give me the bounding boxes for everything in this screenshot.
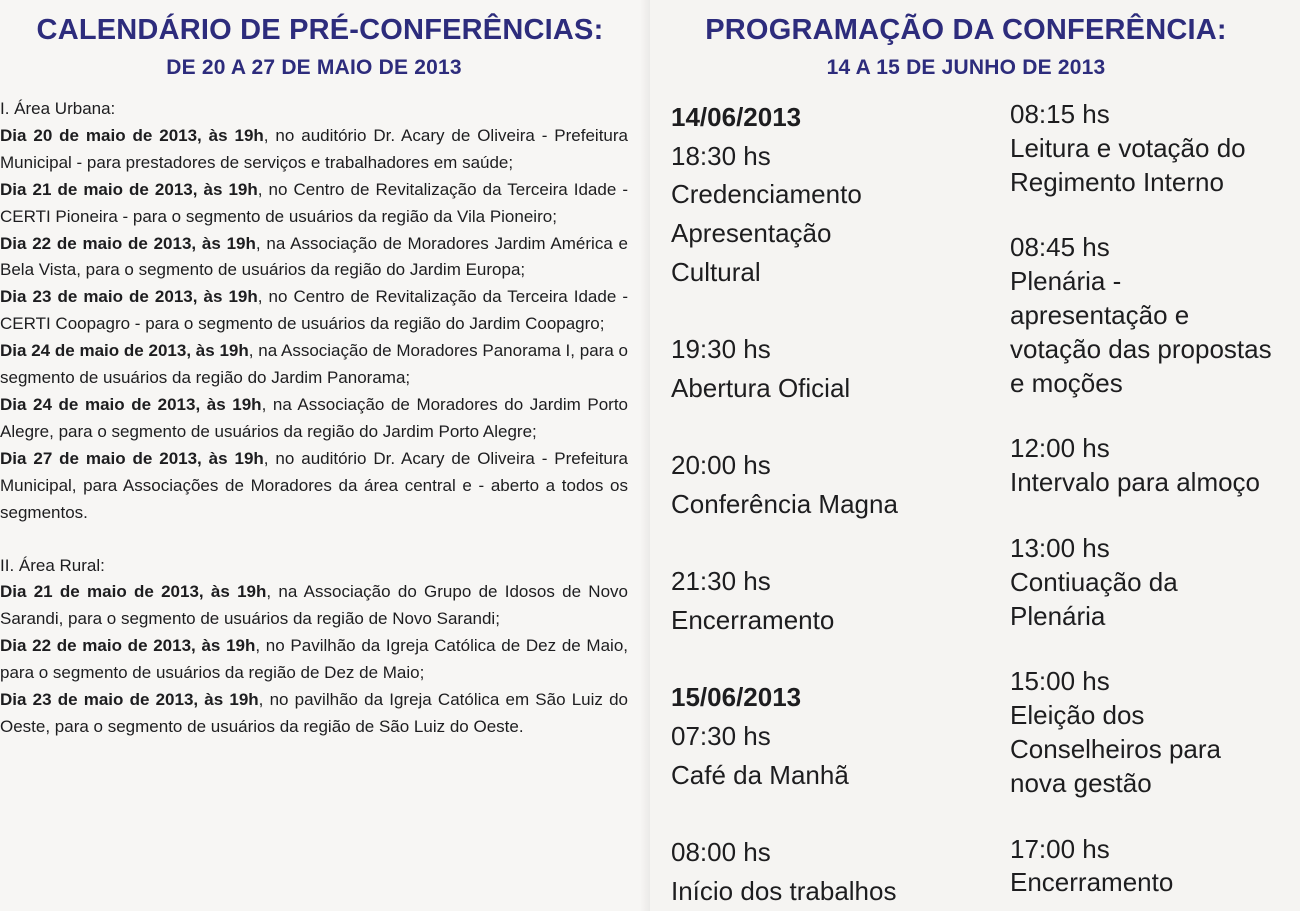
schedule-time: 18:30 hs [671, 140, 771, 171]
schedule-activity: Credenciamento [671, 179, 862, 210]
list-item: Dia 27 de maio de 2013, às 19h, no auditório Dr. Acary de Oliveira - Prefeitura Municipal, para Associações de Moradores da área central e - aberto a todos os segmentos. [0, 448, 629, 522]
schedule-time: 07:30 hs [671, 721, 771, 752]
schedule-activity: nova gestão [1010, 767, 1152, 798]
list-item: Dia 24 de maio de 2013, às 19h, na Associação de Moradores Panorama I, para o segmento de usuários da região do Jardim Panorama; [0, 341, 628, 388]
schedule-activity: Eleição dos [1010, 700, 1145, 731]
urban-area-label: I. Área Urbana: [0, 99, 116, 118]
schedule-activity: Abertura Oficial [671, 372, 851, 403]
rural-area-label: II. Área Rural: [0, 555, 105, 575]
pre-conference-subtitle: DE 20 A 27 DE MAIO DE 2013 [166, 56, 462, 79]
list-item: Dia 24 de maio de 2013, às 19h, na Associação de Moradores do Jardim Porto Alegre, para o segmento de usuários da região do Jardim Porto Alegre; [0, 394, 628, 441]
pre-conference-title: CALENDÁRIO DE PRÉ-CONFERÊNCIAS: [36, 14, 604, 46]
schedule-time: 08:00 hs [671, 837, 771, 868]
schedule-activity: Encerramento [671, 605, 835, 636]
day-2-date: 15/06/2013 [671, 682, 802, 713]
list-item: Dia 21 de maio de 2013, às 19h, na Associação do Grupo de Idosos de Novo Sarandi, para o segmento de usuários da região de Novo Sarandi; [0, 582, 628, 629]
schedule-time: 08:15 hs [1010, 99, 1110, 129]
schedule-time: 19:30 hs [671, 334, 771, 365]
schedule-activity: Leitura e votação do [1010, 132, 1246, 163]
schedule-activity: Conselheiros para [1010, 733, 1222, 764]
program-subtitle: 14 A 15 DE JUNHO DE 2013 [826, 56, 1106, 79]
schedule-time: 13:00 hs [1010, 532, 1110, 563]
list-item: Dia 22 de maio de 2013, às 19h, na Associação de Moradores Jardim América e Bela Vista, para o segmento de usuários da região do Jardim Europa; [0, 233, 629, 280]
schedule-activity: Cultural [671, 256, 761, 287]
schedule-activity: Conferência Magna [671, 489, 898, 519]
schedule-activity: Apresentação [671, 218, 832, 249]
pre-conference-list [0, 96, 628, 741]
section-spacer [0, 527, 628, 553]
schedule-activity: votação das propostas [1010, 333, 1272, 364]
day-1-date: 14/06/2013 [671, 102, 802, 132]
schedule-time: 17:00 hs [1010, 833, 1110, 864]
schedule-activity: Intervalo para almoço [1010, 467, 1261, 498]
list-item: Dia 22 de maio de 2013, às 19h, no Pavilhão da Igreja Católica de Dez de Maio, para o segmento de usuários da região de Dez de Maio; [0, 636, 628, 683]
schedule-activity: Encerramento [1010, 867, 1174, 898]
schedule-time: 08:45 hs [1010, 232, 1110, 263]
conference-program-panel [650, 0, 1300, 911]
schedule-activity: Início dos trabalhos [671, 875, 897, 906]
schedule-time: 15:00 hs [1010, 666, 1110, 697]
schedule-column-2 [1010, 98, 1300, 900]
program-title: PROGRAMAÇÃO DA CONFERÊNCIA: [705, 14, 1227, 46]
schedule-activity: e moções [1010, 367, 1123, 398]
list-item: Dia 23 de maio de 2013, às 19h, no pavilhão da Igreja Católica em São Luiz do Oeste, para o segmento de usuários da região de São Luiz do Oeste. [0, 690, 628, 736]
schedule-activity: Café da Manhã [671, 759, 849, 790]
schedule-time: 20:00 hs [671, 450, 771, 481]
list-item: Dia 20 de maio de 2013, às 19h, no auditório Dr. Acary de Oliveira - Prefeitura Municipal - para prestadores de serviços e trabalhadores em saúde; [0, 125, 629, 172]
schedule-column-1 [671, 98, 991, 911]
schedule-activity: Contiuação da [1010, 566, 1178, 597]
schedule-activity: apresentação e [1010, 299, 1190, 330]
schedule-time: 21:30 hs [671, 566, 771, 597]
schedule-activity: Plenária - [1010, 266, 1122, 297]
schedule-activity: Regimento Interno [1010, 166, 1224, 197]
schedule-activity: Plenária [1010, 600, 1106, 631]
list-item: Dia 23 de maio de 2013, às 19h, no Centro de Revitalização da Terceira Idade - CERTI Coopagro - para o segmento de usuários da região do Jardim Coopagro; [0, 287, 628, 334]
schedule-time: 12:00 hs [1010, 433, 1110, 464]
list-item: Dia 21 de maio de 2013, às 19h, no Centro de Revitalização da Terceira Idade - CERTI Pioneira - para o segmento de usuários da região da Vila Pioneiro; [0, 179, 628, 226]
